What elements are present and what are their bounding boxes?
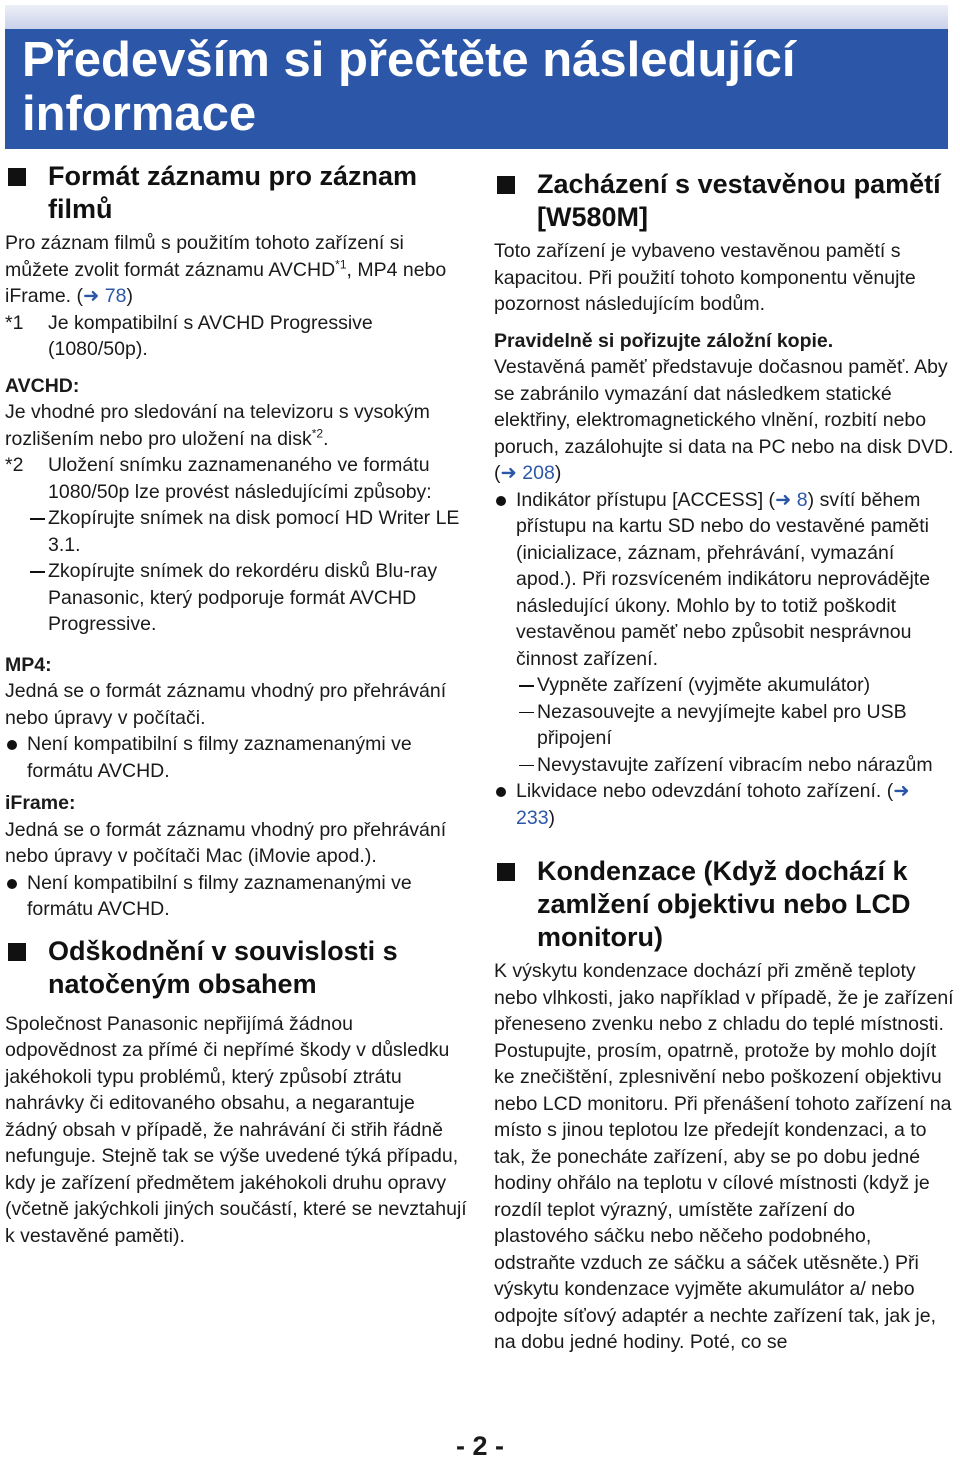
section-heading-compensation: Odškodnění v souvislosti s natočeným obsahem: [5, 935, 470, 1001]
page-title: Především si přečtěte následující informace: [22, 33, 796, 141]
page-ref-arrow-icon: ➜: [893, 780, 910, 802]
compensation-text: Společnost Panasonic nepřijímá žádnou odpovědnost za přímé či nepřímé škody v důsledku jakéhokoli typu problémů, který způsobí ztrátu nahrávky či editovaného obsahu, a negarantuje žádný obsah v případě, že nahrávání či střih řádně nefunguje. Stejně tak se výše uvedené týká případu, kdy je zařízení předmětem jakéhokoli druhu opravy (včetně jakýchkoli jiných součástí, které se nevztahují k vestavěné paměti).: [5, 1012, 467, 1247]
square-bullet-icon: [8, 168, 26, 186]
dash-item: Zkopírujte snímek na disk pomocí HD Writer LE 3.1.: [5, 505, 470, 558]
bullet-item: Není kompatibilní s filmy zaznamenanými ve formátu AVCHD.: [5, 731, 470, 784]
bullet-dot-icon: [7, 879, 17, 889]
page-ref-arrow-icon: ➜: [83, 285, 100, 307]
bullet-dot-icon: [496, 787, 506, 797]
dash-icon: [519, 765, 534, 767]
bullet-item-access-indicator: Indikátor přístupu [ACCESS] (➜ 8) svítí během přístupu na kartu SD nebo do vestavěné paměti (inicializace, záznam, přehrávání, vymazání apod.). Při rozsvíceném indikátoru neprovádějte následující úkony. Mohlo by to totiž poškodit vestavěnou paměť nebo způsobit nesprávnou činnost zařízení. Vypněte zařízení (vyjměte akumulátor) Nezasouvejte a nevyjímejte kabel pro USB připojení Nevystavujte zařízení vibracím nebo nárazům: [494, 487, 954, 779]
page-ref-link[interactable]: 8: [796, 488, 808, 511]
dash-icon: [30, 518, 45, 520]
bullet-item-disposal: Likvidace nebo odevzdání tohoto zařízení. (➜ 233): [494, 778, 954, 831]
bullet-dot-icon: [7, 740, 17, 750]
bullet-dot-icon: [496, 496, 506, 506]
backup-text: Vestavěná paměť představuje dočasnou paměť. Aby se zabránilo vymazání dat následkem statické elektřiny, elektromagnetického vlnění, rozbití nebo poruch, zazálohujte si data na PC nebo na disk DVD. (➜ 208): [494, 356, 954, 484]
iframe-description: Jedná se o formát záznamu vhodný pro přehrávání nebo úpravy v počítači Mac (iMovie apod.).: [5, 818, 447, 867]
condensation-text: K výskytu kondenzace dochází při změně teploty nebo vlhkosti, jako například v případě, že je zařízení přeneseno zvenku nebo z chladu do teplé místnosti. Postupujte, prosím, opatrně, protože by mohlo dojít ke znečištění, zplesnivění nebo poškození objektivu nebo LCD monitoru. Při přenášení tohoto zařízení na místo s jinou teplotou lze předejít kondenzaci, a to tak, že ponecháte zařízení, aby se po dobu jedné hodiny ohřálo na teplotu v cílové místnosti (když je rozdíl teplot výrazný, umístěte zařízení do plastového sáčku nebo něčeho podobného, odstraňte vzduch ze sáčku a sáček utěsněte.) Při výskytu kondenzace vyjměte akumulátor a/ nebo odpojte síťový adaptér a nechte zařízení tak, jak je, na dobu jedné hodiny. Poté, co se: [494, 960, 954, 1353]
dash-icon: [519, 712, 534, 714]
dash-item: Vypněte zařízení (vyjměte akumulátor): [516, 672, 954, 699]
dash-item: Nevystavujte zařízení vibracím nebo nárazům: [516, 752, 954, 779]
square-bullet-icon: [8, 943, 26, 961]
page-ref-link[interactable]: 208: [522, 462, 555, 484]
mp4-description: Jedná se o formát záznamu vhodný pro přehrávání nebo úpravy v počítači.: [5, 680, 447, 729]
bullet-item: Není kompatibilní s filmy zaznamenanými ve formátu AVCHD.: [5, 870, 470, 923]
page-number: - 2 -: [455, 1431, 504, 1461]
header-gradient-bar: [5, 5, 948, 29]
mp4-label: MP4:: [5, 653, 52, 676]
footnote-1: *1 Je kompatibilní s AVCHD Progressive (1080/50p).: [5, 311, 373, 360]
section-heading-built-in-memory: Zacházení s vestavěnou pamětí [W580M]: [494, 168, 954, 234]
recording-format-intro: Pro záznam filmů s použitím tohoto zařízení si můžete zvolit formát záznamu AVCHD$^{*1}$, MP4 nebo iFrame. (➜ 78): [5, 232, 447, 307]
left-column: [5, 160, 470, 1249]
title-banner: [5, 29, 948, 149]
backup-label: Pravidelně si pořizujte záložní kopie.: [494, 329, 834, 352]
avchd-description: Je vhodné pro sledování na televizoru s vysokým rozlišením nebo pro uložení na disk$^{*2}$.: [5, 401, 430, 450]
footnote-2: *2 Uložení snímku zaznamenaného ve formátu 1080/50p lze provést následujícími způsoby:: [5, 454, 432, 503]
dash-item: Zkopírujte snímek do rekordéru disků Blu-ray Panasonic, který podporuje formát AVCHD Progressive.: [5, 558, 470, 638]
page-ref-link[interactable]: 78: [104, 285, 127, 307]
right-column: [494, 168, 954, 1356]
section-heading-condensation: Kondenzace (Když dochází k zamlžení objektivu nebo LCD monitoru): [494, 855, 954, 954]
built-in-memory-intro: Toto zařízení je vybaveno vestavěnou pamětí s kapacitou. Při použití tohoto komponentu věnujte pozornost následujícím bodům.: [494, 240, 916, 315]
dash-item: Nezasouvejte a nevyjímejte kabel pro USB připojení: [516, 699, 954, 752]
dash-icon: [30, 571, 45, 573]
page-ref-link[interactable]: 233: [516, 806, 549, 829]
iframe-label: iFrame:: [5, 792, 76, 814]
square-bullet-icon: [497, 176, 515, 194]
dash-icon: [519, 685, 534, 687]
page-ref-arrow-icon: ➜: [775, 488, 792, 511]
square-bullet-icon: [497, 863, 515, 881]
avchd-label: AVCHD:: [5, 374, 80, 397]
page-ref-arrow-icon: ➜: [500, 462, 517, 484]
section-heading-recording-format: Formát záznamu pro záznam filmů: [5, 160, 470, 226]
